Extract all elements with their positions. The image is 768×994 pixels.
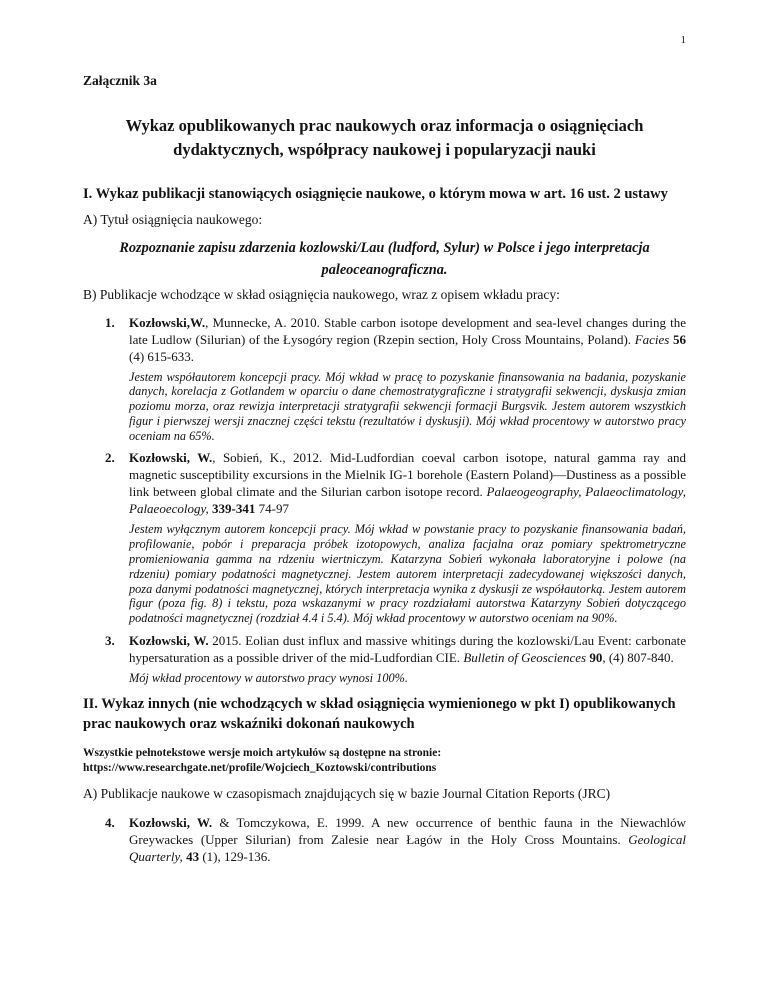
publication-body bbox=[129, 449, 686, 626]
section-ii-heading: II. Wykaz innych (nie wchodzących w skład osiągnięcia wymienionego w pkt I) opublikowanych prac naukowych oraz wskaźniki dokonań naukowych bbox=[83, 695, 676, 733]
section-i-heading: I. Wykaz publikacji stanowiących osiągnięcie naukowe, o którym mowa w art. 16 ust. 2 ustawy bbox=[83, 186, 668, 202]
fulltext-availability-note bbox=[83, 746, 686, 776]
publication-citation: 2015. Eolian dust influx and massive whitings during the kozlowski/Lau Event: carbonate hypersaturation as a possible driver of the mid-Ludfordian CIE. bbox=[129, 633, 687, 666]
achievement-title: Rozpoznanie zapisu zdarzenia kozlowski/Lau (ludford, Sylur) w Polsce i jego interpretacja paleoceanograficzna. bbox=[119, 239, 650, 278]
subsection-b-label: B) Publikacje wchodzące w skład osiągnięcia naukowego, wraz z opisem wkładu pracy: bbox=[83, 286, 560, 302]
publication-body bbox=[129, 314, 686, 444]
publication-pages: (1), 129-136. bbox=[199, 848, 271, 864]
publication-pages: (4) 615-633. bbox=[129, 348, 194, 364]
fulltext-note-line: Wszystkie pełnotekstowe wersje moich artykułów są dostępne na stronie: bbox=[83, 746, 442, 759]
publication-number: 3. bbox=[105, 633, 115, 649]
publication-volume: 43 bbox=[186, 848, 200, 864]
page-number: 1 bbox=[680, 34, 686, 46]
section-ii-subsection-a-label: A) Publikacje naukowe w czasopismach znajdujących się w bazie Journal Citation Reports (JRC) bbox=[83, 785, 611, 801]
publication-pages: , (4) 807-840. bbox=[602, 650, 674, 666]
publication-journal: Bulletin of Geosciences bbox=[463, 650, 590, 666]
publication-volume: 90 bbox=[589, 650, 603, 666]
publication-number: 1. bbox=[105, 314, 115, 330]
publication-contribution: Jestem współautorem koncepcji pracy. Mój wkład w pracę to pozyskanie finansowania na badania, pozyskanie danych, korelacja z Gotlandem w oparciu o dane chemostratygraficzne i stratygrafii sekwencji, dyskusja zmian poziomu morza, oraz rewizja interpretacji stratygrafii sekwencji formacji Burgsvik. Jestem autorem wszystkich figur i pierwszej wersji znacznej części tekstu (rezultatów i dyskusji). Mój wkład procentowy w autorstwo pracy oceniam na 65%. bbox=[129, 369, 686, 443]
publication-reference bbox=[129, 314, 686, 365]
publication-item bbox=[83, 314, 686, 444]
subsection-a-label: A) Tytuł osiągnięcia naukowego: bbox=[83, 211, 263, 227]
publication-authors: Kozłowski,W. bbox=[129, 314, 206, 330]
publication-contribution: Mój wkład procentowy w autorstwo pracy wynosi 100%. bbox=[129, 671, 408, 686]
document-title: Wykaz opublikowanych prac naukowych oraz informacja o osiągnięciach dydaktycznych, współpracy naukowej i popularyzacji nauki bbox=[125, 116, 644, 159]
publication-citation: , Munnecke, A. 2010. Stable carbon isotope development and sea-level changes during the late Ludlow (Silurian) of the Łysogóry region (Rzepin section, Holy Cross Mountains, Poland). bbox=[129, 314, 686, 347]
publication-list bbox=[83, 314, 686, 686]
publication-journal: Palaeogeography, Palaeoclimatology, Palaeoecology, bbox=[129, 484, 686, 517]
publication-authors: Kozłowski, W. bbox=[129, 450, 213, 466]
publication-journal: Geological Quarterly, bbox=[129, 831, 686, 864]
publication-number: 2. bbox=[105, 450, 115, 466]
publication-number: 4. bbox=[105, 814, 115, 830]
publication-citation: , Sobień, K., 2012. Mid-Ludfordian coeval carbon isotope, natural gamma ray and magnetic susceptibility excursions in the Mielnik IG-1 borehole (Eastern Poland)—Dustiness as a possible link between global climate and the Silurian carbon isotope record. bbox=[129, 450, 686, 500]
publication-pages: 74-97 bbox=[255, 501, 289, 517]
publication-citation: & Tomczykowa, E. 1999. A new occurrence of benthic fauna in the Niewachlów Greywackes (Upper Silurian) from Zalesie near Łagów in the Holy Cross Mountains. bbox=[129, 814, 687, 847]
publication-authors: Kozłowski, W. bbox=[129, 814, 213, 830]
publication-journal: Facies bbox=[634, 331, 673, 347]
publication-body bbox=[129, 814, 686, 865]
publication-reference bbox=[129, 449, 686, 517]
publication-volume: 56 bbox=[673, 331, 686, 347]
attachment-label: Załącznik 3a bbox=[83, 73, 157, 88]
publication-contribution: Jestem wyłącznym autorem koncepcji pracy. Mój wkład w powstanie pracy to pozyskanie finansowania badań, profilowanie, pobór i preparacja próbek izotopowych, analiza facjalna oraz pomiary spektrometryczne promieniowania gamma na rdzeniu wiertniczym. Katarzyna Sobień wykonała laboratoryjne i polowe (na rdzeniu) pomiary podatności magnetycznej. Jestem autorem interpretacji zadecydowanej większości danych, poza danymi podatności magnetycznej, których interpretacja wynika z dyskusji ze współautorką. Jestem autorem figur (poza fig. 8) i tekstu, poza wskazanymi w pracy rozdziałami autorstwa Katarzyny Sobień dotyczącego podatności magnetycznej (rozdział 4.4 i 5.4). Mój wkład procentowy w autorstwo oceniam na 90%. bbox=[129, 522, 686, 626]
publication-reference bbox=[129, 814, 686, 865]
publication-item bbox=[83, 814, 686, 865]
publication-volume: 339-341 bbox=[212, 501, 256, 517]
publication-item bbox=[83, 449, 686, 626]
researchgate-url[interactable]: https://www.researchgate.net/profile/Wojciech_Koztowski/contributions bbox=[83, 761, 437, 774]
publication-reference bbox=[129, 632, 686, 666]
publication-body bbox=[129, 632, 686, 686]
publication-authors: Kozłowski, W. bbox=[129, 633, 209, 649]
publication-item bbox=[83, 632, 686, 686]
